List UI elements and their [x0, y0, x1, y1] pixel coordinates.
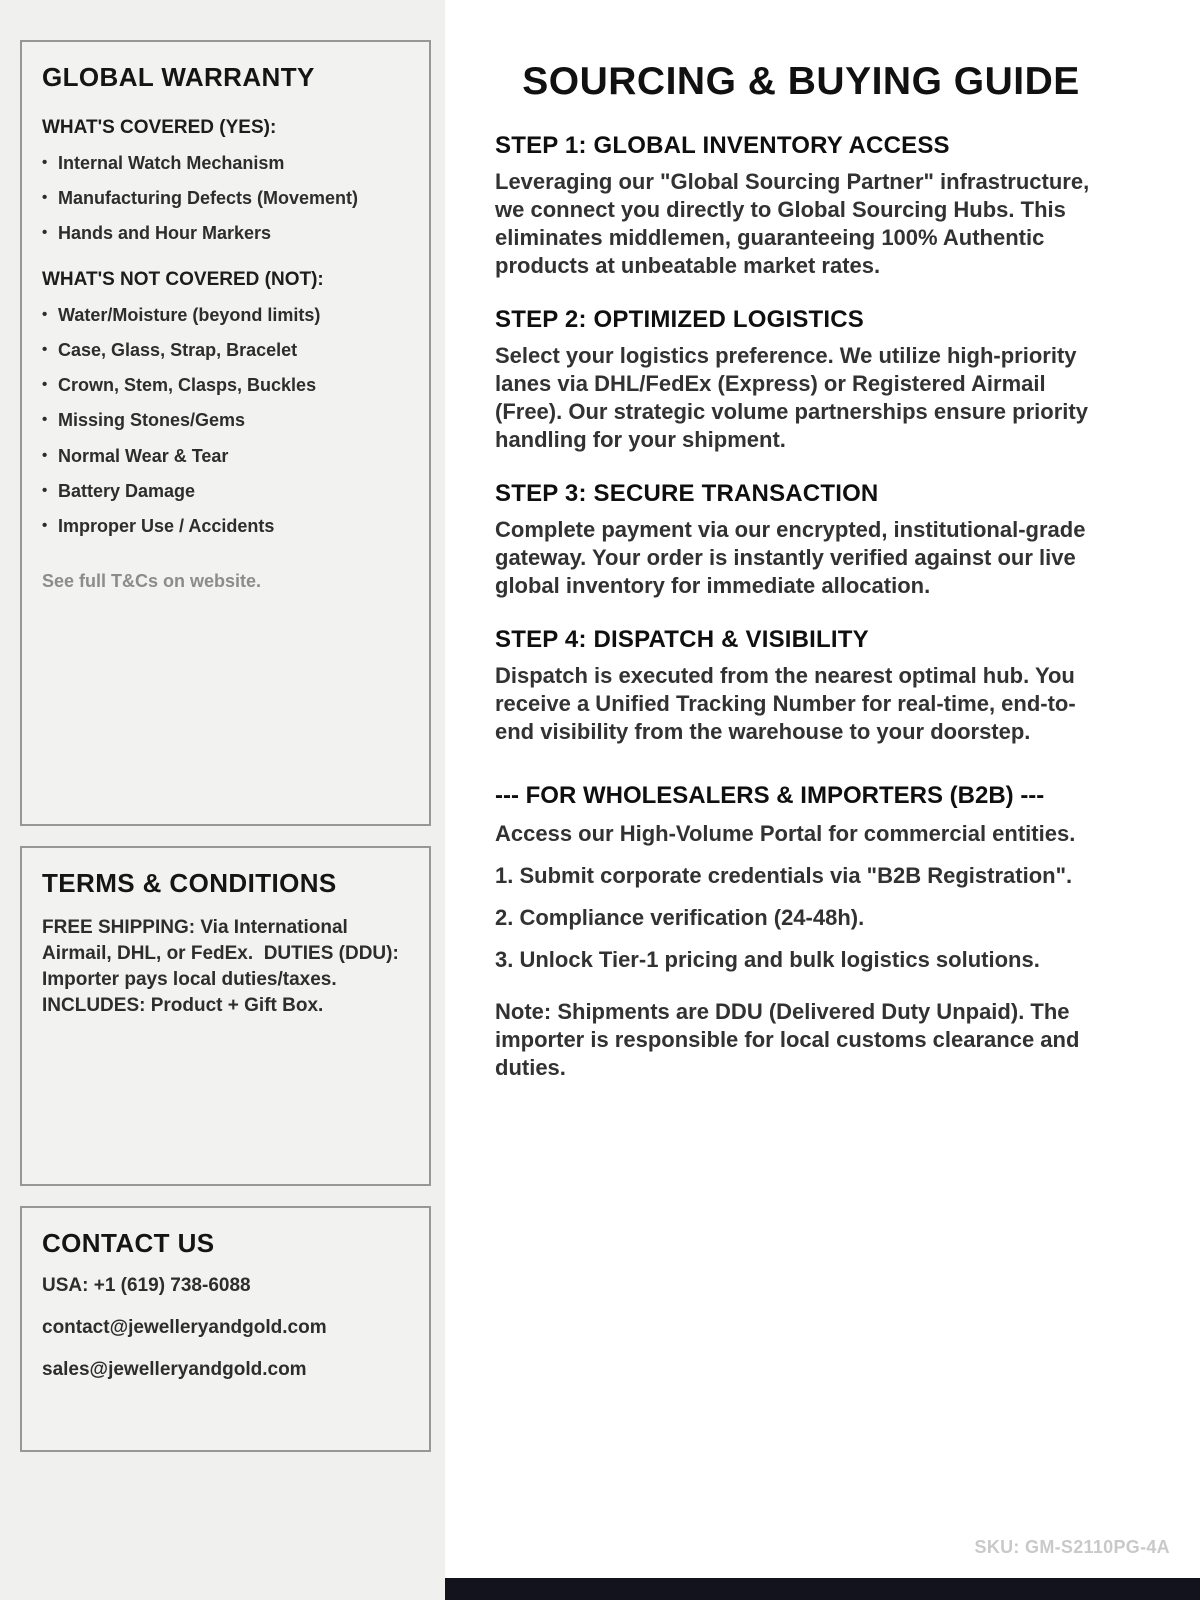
step-heading: STEP 3: SECURE TRANSACTION: [495, 480, 879, 507]
list-item: • Missing Stones/Gems: [42, 410, 409, 431]
b2b-heading: --- FOR WHOLESALERS & IMPORTERS (B2B) ---: [495, 782, 1045, 809]
sidebar: [0, 0, 445, 1600]
warranty-footnote: See full T&Cs on website.: [42, 571, 262, 592]
b2b-step: 2. Compliance verification (24-48h).: [495, 905, 865, 930]
b2b-note: Note: Shipments are DDU (Delivered Duty Unpaid). The importer is responsible for local customs clearance and duties.: [495, 999, 1080, 1080]
step-section: [495, 132, 1107, 280]
page-title: SOURCING & BUYING GUIDE: [522, 60, 1080, 103]
step-section: [495, 480, 1107, 600]
terms-body: FREE SHIPPING: Via International Airmail, DHL, or FedEx. DUTIES (DDU): Importer pays local duties/taxes. INCLUDES: Product + Gift Box.: [42, 917, 405, 1017]
step-section: [495, 306, 1107, 454]
b2b-intro: Access our High-Volume Portal for commercial entities.: [495, 821, 1076, 846]
b2b-step: 3. Unlock Tier-1 pricing and bulk logistics solutions.: [495, 947, 1040, 972]
footer-bar: [445, 1578, 1200, 1600]
list-item: • Normal Wear & Tear: [42, 446, 409, 467]
b2b-step: 1. Submit corporate credentials via "B2B Registration".: [495, 863, 1073, 888]
step-body: Select your logistics preference. We utilize high-priority lanes via DHL/FedEx (Express) or Registered Airmail (Free). Our strategic volume partnerships ensure priority handling for your shipment.: [495, 343, 1088, 452]
contact-email-primary: contact@jewelleryandgold.com: [42, 1317, 327, 1338]
contact-title: CONTACT US: [42, 1228, 215, 1258]
contact-email-sales: sales@jewelleryandgold.com: [42, 1359, 307, 1380]
covered-list: [42, 153, 409, 245]
main-content: [495, 0, 1107, 1082]
warranty-title: GLOBAL WARRANTY: [42, 62, 315, 92]
step-body: Dispatch is executed from the nearest optimal hub. You receive a Unified Tracking Number for real-time, end-to-end visibility from the warehouse to your doorstep.: [495, 663, 1076, 744]
terms-box: [20, 846, 431, 1186]
list-item: • Battery Damage: [42, 481, 409, 502]
contact-box: [20, 1206, 431, 1452]
covered-heading: WHAT'S COVERED (YES):: [42, 117, 277, 138]
list-item: • Water/Moisture (beyond limits): [42, 305, 409, 326]
list-item: • Manufacturing Defects (Movement): [42, 188, 409, 209]
list-item: • Improper Use / Accidents: [42, 516, 409, 537]
step-heading: STEP 1: GLOBAL INVENTORY ACCESS: [495, 132, 950, 159]
list-item: • Internal Watch Mechanism: [42, 153, 409, 174]
b2b-section: [495, 782, 1107, 1082]
step-body: Leveraging our "Global Sourcing Partner" infrastructure, we connect you directly to Global Sourcing Hubs. This eliminates middlemen, guaranteeing 100% Authentic products at unbeatable market rates.: [495, 169, 1090, 278]
list-item: • Case, Glass, Strap, Bracelet: [42, 340, 409, 361]
list-item: • Crown, Stem, Clasps, Buckles: [42, 375, 409, 396]
warranty-box: [20, 40, 431, 826]
not-covered-heading: WHAT'S NOT COVERED (NOT):: [42, 268, 324, 290]
not-covered-list: [42, 305, 409, 538]
terms-title: TERMS & CONDITIONS: [42, 868, 337, 898]
sku-label: SKU: GM-S2110PG-4A: [974, 1537, 1170, 1557]
step-heading: STEP 4: DISPATCH & VISIBILITY: [495, 626, 869, 653]
step-section: [495, 626, 1107, 746]
step-body: Complete payment via our encrypted, institutional-grade gateway. Your order is instantly verified against our live global inventory for immediate allocation.: [495, 517, 1086, 598]
step-heading: STEP 2: OPTIMIZED LOGISTICS: [495, 306, 864, 333]
list-item: • Hands and Hour Markers: [42, 223, 409, 244]
contact-phone: USA: +1 (619) 738-6088: [42, 1275, 251, 1296]
